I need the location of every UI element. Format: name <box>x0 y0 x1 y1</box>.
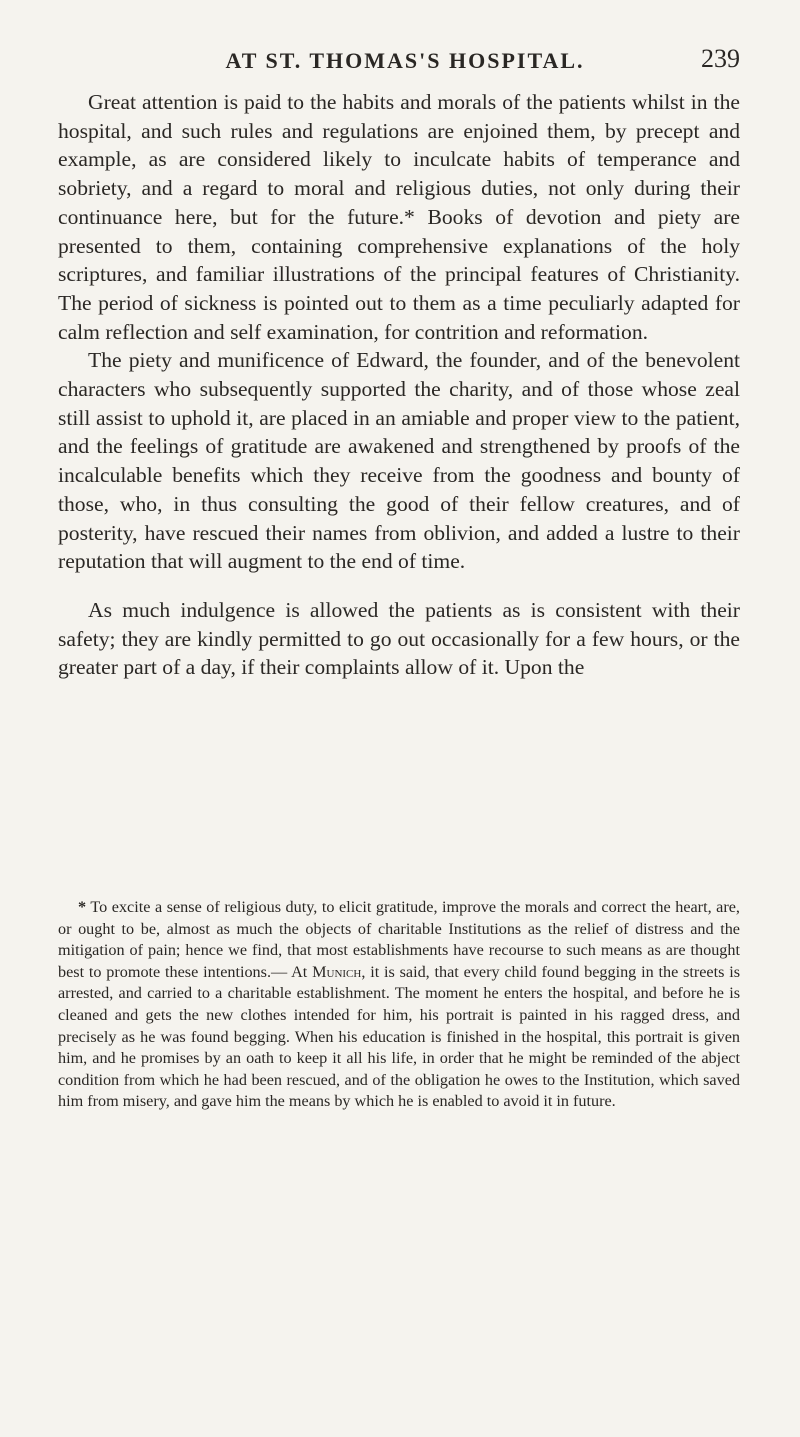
paragraph-2: The piety and munificence of Edward, the founder, and of the benevolent characters who subsequently supported the charity, and of those whose zeal still assist to uphold it, are placed in an amiable and proper view to the patient, and the feelings of gratitude are awakened and strengthened by proofs of the incalculable benefits which they receive from the goodness and bounty of those, who, in thus consulting the good of their fellow creatures, and of posterity, have rescued their names from oblivion, and added a lustre to their reputation that will augment to the end of time. <box>58 348 740 574</box>
footnote-text-after: , it is said, that every child found begging in the streets is arrested, and carried to a charitable establishment. The moment he enters the hospital, and before he is cleaned and gets the new clothes intended for him, his portrait is painted in his ragged dress, and precisely as he was found begging. When his education is finished in the hospital, this portrait is given him, and he promises by an oath to keep it all his life, in order that he might be reminded of the abject condition from which he had been rescued, and of the obligation he owes to the Institution, which saved him from misery, and gave him the means by which he is enabled to avoid it in future. <box>58 962 741 1111</box>
footnote <box>58 897 740 1113</box>
running-head: AT ST. THOMAS'S HOSPITAL. <box>225 48 585 73</box>
footnote-mark: * <box>78 898 87 916</box>
footnote-paragraph <box>58 897 740 1113</box>
footnote-text-before: To excite a sense of religious duty, to elicit gratitude, improve the morals and correct the heart, are, or ought to be, almost as much the objects of charitable Institutions as the relief of distress and the mitigation of pain; hence we find, that most establishments have recourse to such means as are thought best to promote these intentions.— At <box>58 898 740 981</box>
main-text <box>58 88 740 682</box>
footnote-place: Munich <box>312 962 362 981</box>
paragraph-1: Great attention is paid to the habits and morals of the patients whilst in the hospital, and such rules and regulations are enjoined them, by precept and example, as are considered likely to inculcate habits of temperance and sobriety, and a regard to moral and religious duties, not only during their continuance here, but for the future.* Books of devotion and piety are presented to them, containing comprehensive explanations of the holy scriptures, and familiar illustrations of the principal features of Christianity. The period of sickness is pointed out to them as a time peculiarly adapted for calm reflection and self examination, for contrition and reformation. <box>58 90 740 344</box>
paragraph-3: As much indulgence is allowed the patients as is consistent with their safety; they are kindly permitted to go out occasionally for a few hours, or the greater part of a day, if their complaints allow of it. Upon the <box>58 597 740 680</box>
page-number: 239 <box>701 44 740 73</box>
